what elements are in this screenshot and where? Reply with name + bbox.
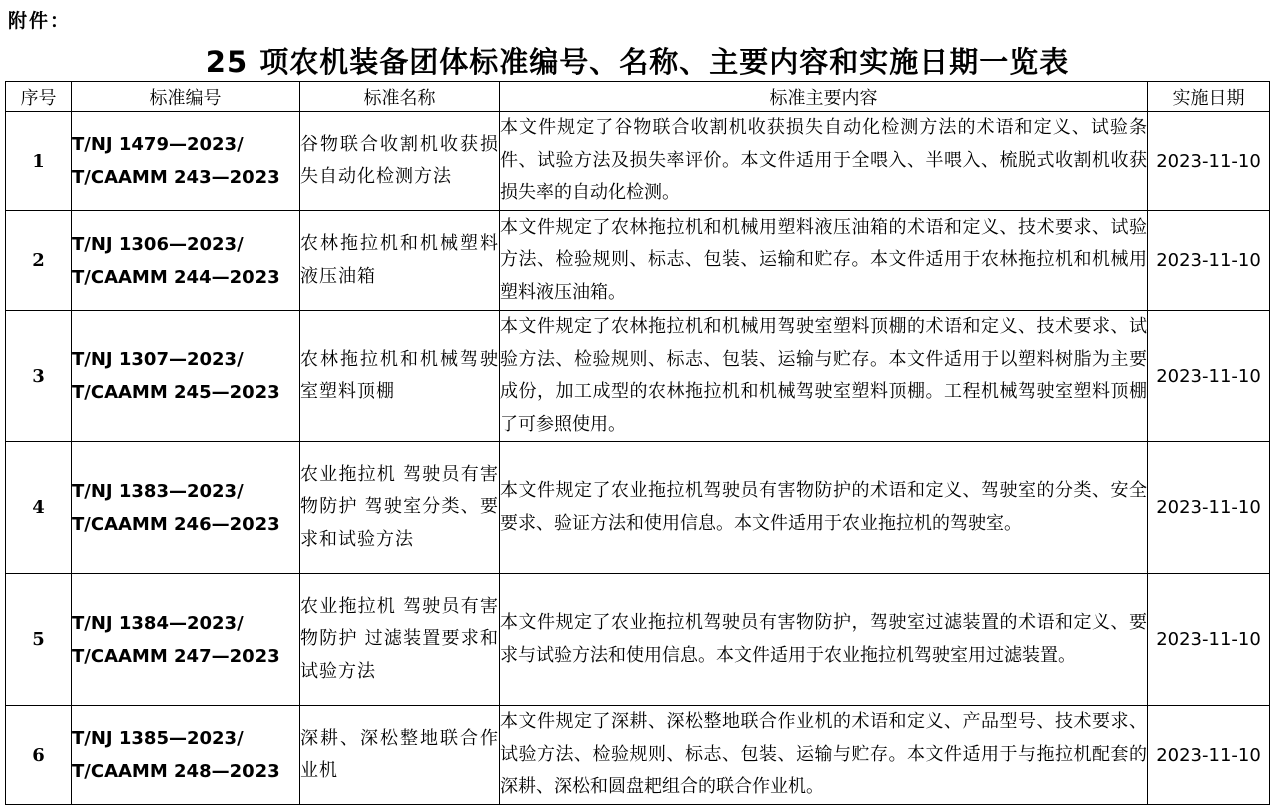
effective-date: 2023-11-10 bbox=[1148, 442, 1270, 574]
standard-content: 本文件规定了深耕、深松整地联合作业机的术语和定义、产品型号、技术要求、试验方法、检验规则、标志、包装、运输与贮存。本文件适用于与拖拉机配套的深耕、深松和圆盘耙组合的联合作业机。 bbox=[500, 706, 1148, 805]
effective-date: 2023-11-10 bbox=[1148, 574, 1270, 706]
standard-content: 本文件规定了农业拖拉机驾驶员有害物防护，驾驶室过滤装置的术语和定义、要求与试验方法和使用信息。本文件适用于农业拖拉机驾驶室用过滤装置。 bbox=[500, 574, 1148, 706]
standard-code-nj: T/NJ 1479—2023/ bbox=[72, 134, 244, 155]
standard-code-caamm: T/CAAMM 245—2023 bbox=[72, 382, 280, 403]
standard-name: 农林拖拉机和机械驾驶室塑料顶棚 bbox=[300, 311, 500, 442]
row-index: 5 bbox=[6, 574, 72, 706]
effective-date: 2023-11-10 bbox=[1148, 112, 1270, 211]
effective-date: 2023-11-10 bbox=[1148, 211, 1270, 311]
row-index: 2 bbox=[6, 211, 72, 311]
row-index: 1 bbox=[6, 112, 72, 211]
standard-name: 农业拖拉机 驾驶员有害物防护 驾驶室分类、要求和试验方法 bbox=[300, 442, 500, 574]
standard-code bbox=[72, 442, 300, 574]
table-row bbox=[6, 211, 1270, 311]
header-content: 标准主要内容 bbox=[500, 82, 1148, 112]
standard-code-nj: T/NJ 1383—2023/ bbox=[72, 480, 244, 502]
table-row bbox=[6, 112, 1270, 211]
header-index: 序号 bbox=[6, 82, 72, 112]
standard-code bbox=[72, 311, 300, 442]
standard-content: 本文件规定了农林拖拉机和机械用驾驶室塑料顶棚的术语和定义、技术要求、试验方法、检验规则、标志、包装、运输与贮存。本文件适用于以塑料树脂为主要成份，加工成型的农林拖拉机和机械驾驶室塑料顶棚。工程机械驾驶室塑料顶棚了可参照使用。 bbox=[500, 311, 1148, 442]
document-title: 25 项农机装备团体标准编号、名称、主要内容和实施日期一览表 bbox=[205, 45, 1070, 79]
standard-code-nj: T/NJ 1384—2023/ bbox=[72, 612, 244, 634]
standard-code bbox=[72, 706, 300, 805]
standard-code-caamm: T/CAAMM 243—2023 bbox=[72, 167, 280, 188]
table-row bbox=[6, 442, 1270, 574]
standard-code-caamm: T/CAAMM 247—2023 bbox=[72, 645, 280, 667]
standard-code bbox=[72, 574, 300, 706]
standard-name: 谷物联合收割机收获损失自动化检测方法 bbox=[300, 112, 500, 211]
standard-name: 农林拖拉机和机械塑料液压油箱 bbox=[300, 211, 500, 311]
standard-content: 本文件规定了农林拖拉机和机械用塑料液压油箱的术语和定义、技术要求、试验方法、检验规则、标志、包装、运输和贮存。本文件适用于农林拖拉机和机械用塑料液压油箱。 bbox=[500, 211, 1148, 311]
row-index: 6 bbox=[6, 706, 72, 805]
standard-code-caamm: T/CAAMM 244—2023 bbox=[72, 266, 280, 288]
standard-code bbox=[72, 112, 300, 211]
table-row bbox=[6, 311, 1270, 442]
row-index: 4 bbox=[6, 442, 72, 574]
standard-code bbox=[72, 211, 300, 311]
standard-code-caamm: T/CAAMM 246—2023 bbox=[72, 513, 280, 535]
effective-date: 2023-11-10 bbox=[1148, 706, 1270, 805]
header-name: 标准名称 bbox=[300, 82, 500, 112]
standard-name: 深耕、深松整地联合作业机 bbox=[300, 706, 500, 805]
standard-name: 农业拖拉机 驾驶员有害物防护 过滤装置要求和试验方法 bbox=[300, 574, 500, 706]
standard-content: 本文件规定了谷物联合收割机收获损失自动化检测方法的术语和定义、试验条件、试验方法及损失率评价。本文件适用于全喂入、半喂入、梳脱式收割机收获损失率的自动化检测。 bbox=[500, 112, 1148, 211]
table-row bbox=[6, 706, 1270, 805]
table-row bbox=[6, 574, 1270, 706]
header-code: 标准编号 bbox=[72, 82, 300, 112]
standard-content: 本文件规定了农业拖拉机驾驶员有害物防护的术语和定义、驾驶室的分类、安全要求、验证方法和使用信息。本文件适用于农业拖拉机的驾驶室。 bbox=[500, 442, 1148, 574]
header-date: 实施日期 bbox=[1148, 82, 1270, 112]
attachment-label: 附件： bbox=[8, 10, 72, 32]
table-header-row bbox=[6, 82, 1270, 112]
standard-code-nj: T/NJ 1307—2023/ bbox=[72, 349, 244, 370]
effective-date: 2023-11-10 bbox=[1148, 311, 1270, 442]
row-index: 3 bbox=[6, 311, 72, 442]
standard-code-caamm: T/CAAMM 248—2023 bbox=[72, 761, 280, 782]
standards-table bbox=[5, 81, 1270, 805]
standard-code-nj: T/NJ 1306—2023/ bbox=[72, 233, 244, 255]
standard-code-nj: T/NJ 1385—2023/ bbox=[72, 728, 244, 749]
